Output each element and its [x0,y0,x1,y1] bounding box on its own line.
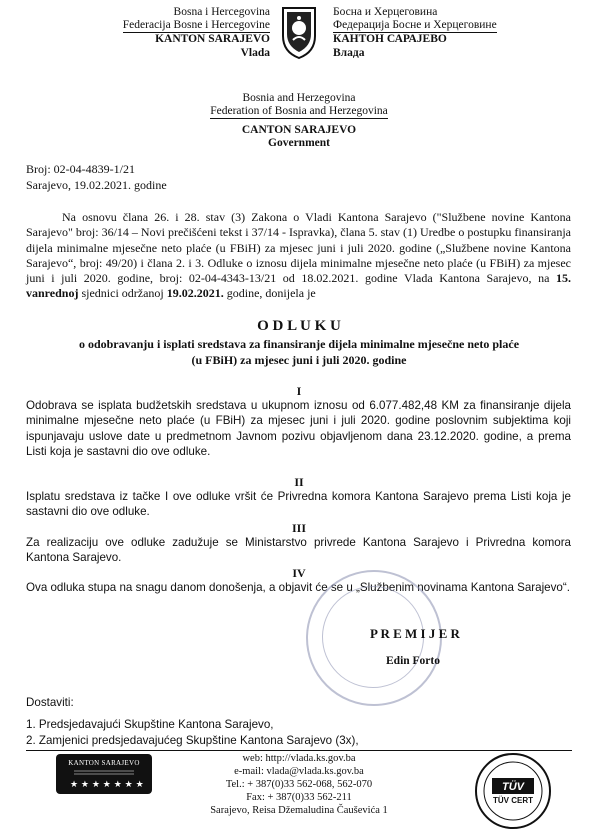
tuv-cert-icon [474,752,552,830]
section-3-number: III [291,521,306,535]
footer-web[interactable]: web: http://vlada.ks.gov.ba [242,753,356,764]
section-1-text: Odobrava se isplata budžetskih sredstava u ukupnom iznosu od 6.077.482,48 KM za finansiranje dijela minimalne mjesečne neto plaće (u FBiH) za mjesec juni i juli 2020. godine poslovnim subjektima koji ispunjavaju uslove date u predmetnom Javnom pozivu objavljenom dana 23.12.2020. godine, a prema Listi koja je sastavni dio ove odluke. [26,399,571,458]
english-line-3: CANTON SARAJEVO [241,124,357,136]
footer-email[interactable]: e-mail: vlada@vlada.ks.gov.ba [234,766,364,777]
footer-address: Sarajevo, Reisa Džemaludina Čauševića 1 [210,805,388,816]
footer-fax: Fax: + 387(0)33 562-211 [246,792,352,803]
english-line-1: Bosnia and Herzegovina [242,92,356,104]
english-header [0,92,598,150]
signature-title: P R E M I J E R [370,626,460,641]
section-2-text: Isplatu sredstava iz tačke I ove odluke vršit će Privredna komora Kantona Sarajevo prema Listi koja je sastavni dio ove odluke. [26,490,571,519]
delivery-item-2: 2. Zamjenici predsjedavajućeg Skupštine Kantona Sarajevo (3x), [26,734,359,747]
svg-text:TÜV: TÜV [502,781,524,793]
header-right-line-1: Босна и Херцеговина [333,6,438,18]
decision-subtitle-1: o odobravanju i isplati sredstava za finansiranje dijela minimalne mjesečne neto plaće [78,337,520,351]
preamble [26,210,571,302]
english-line-2: Federation of Bosnia and Herzegovina [210,105,388,117]
tuv-cert-label: TÜV CERT [493,796,533,805]
badge-text: KANTON SARAJEVO [68,759,140,767]
section-1-number: I [296,384,302,398]
preamble-text-c: godine, donijela je [223,286,316,301]
footer-tel: Tel.: + 387(0)33 562-068, 562-070 [225,779,373,790]
header-left-line-4: Vlada [240,47,270,59]
section-4-number: IV [292,566,306,580]
header-right-line-3: КАНТОН САРАЈЕВО [333,33,447,45]
section-3-text: Za realizaciju ove odluke zadužuje se Ministarstvo privrede Kantona Sarajevo i Privredna komora Kantona Sarajevo. [26,536,571,565]
preamble-session: 15. vanrednoj [26,271,571,301]
footer-divider [26,750,572,751]
header-left-line-3: KANTON SARAJEVO [155,33,270,45]
section-4-text: Ova odluka stupa na snagu danom donošenja, a objavit će se u „Službenim novinama Kantona Sarajevo“. [26,581,570,594]
header-left-line-1: Bosna i Hercegovina [173,6,270,18]
section-2-number: II [294,475,304,489]
svg-text:★ ★ ★ ★ ★ ★ ★: ★ ★ ★ ★ ★ ★ ★ [70,780,144,790]
signature-name: Edin Forto [386,655,440,667]
ref-number: Broj: 02-04-4839-1/21 [26,162,135,176]
preamble-text-a: Na osnovu člana 26. i 28. stav (3) Zakona o Vladi Kantona Sarajevo ("Službene novine Kantona Sarajevo" broj: 36/14 – Novi prečišćeni tekst i 37/14 - Ispravka), člana 5. stav (1) Uredbe o postupku finansiranja dijela minimalne mjesečne neto plaće (u FBiH) za mjesec juni i juli 2020. godine („Službene novine Kantona Sarajevo“, broj: 49/20) i člana 2. i 3. Odluke o iznosu dijela minimalne mjesečne neto plaće (u FBiH) za mjesec juni i juli 2020. godine, broj: 02-04-4343-13/21 od 18.02.2021. godine Vlada Kantona Sarajevo, na [26,210,571,286]
coat-of-arms-icon [279,6,319,60]
decision-subtitle-2: (u FBiH) za mjesec juni i juli 2020. godine [191,353,407,367]
delivery-item-1: 1. Predsjedavajući Skupštine Kantona Sarajevo, [26,718,274,731]
header-right-line-4: Влада [333,47,365,59]
delivery-heading: Dostaviti: [26,696,74,709]
preamble-text-b: sjednici održanoj [78,286,167,301]
header-right-line-2: Федерација Босне и Херцеговине [333,19,497,31]
ref-place-date: Sarajevo, 19.02.2021. godine [26,178,167,192]
english-line-4: Government [268,137,330,149]
preamble-date: 19.02.2021. [166,286,224,301]
decision-title: O D L U K U [257,318,341,334]
header-left-line-2: Federacija Bosne i Hercegovine [122,19,270,31]
